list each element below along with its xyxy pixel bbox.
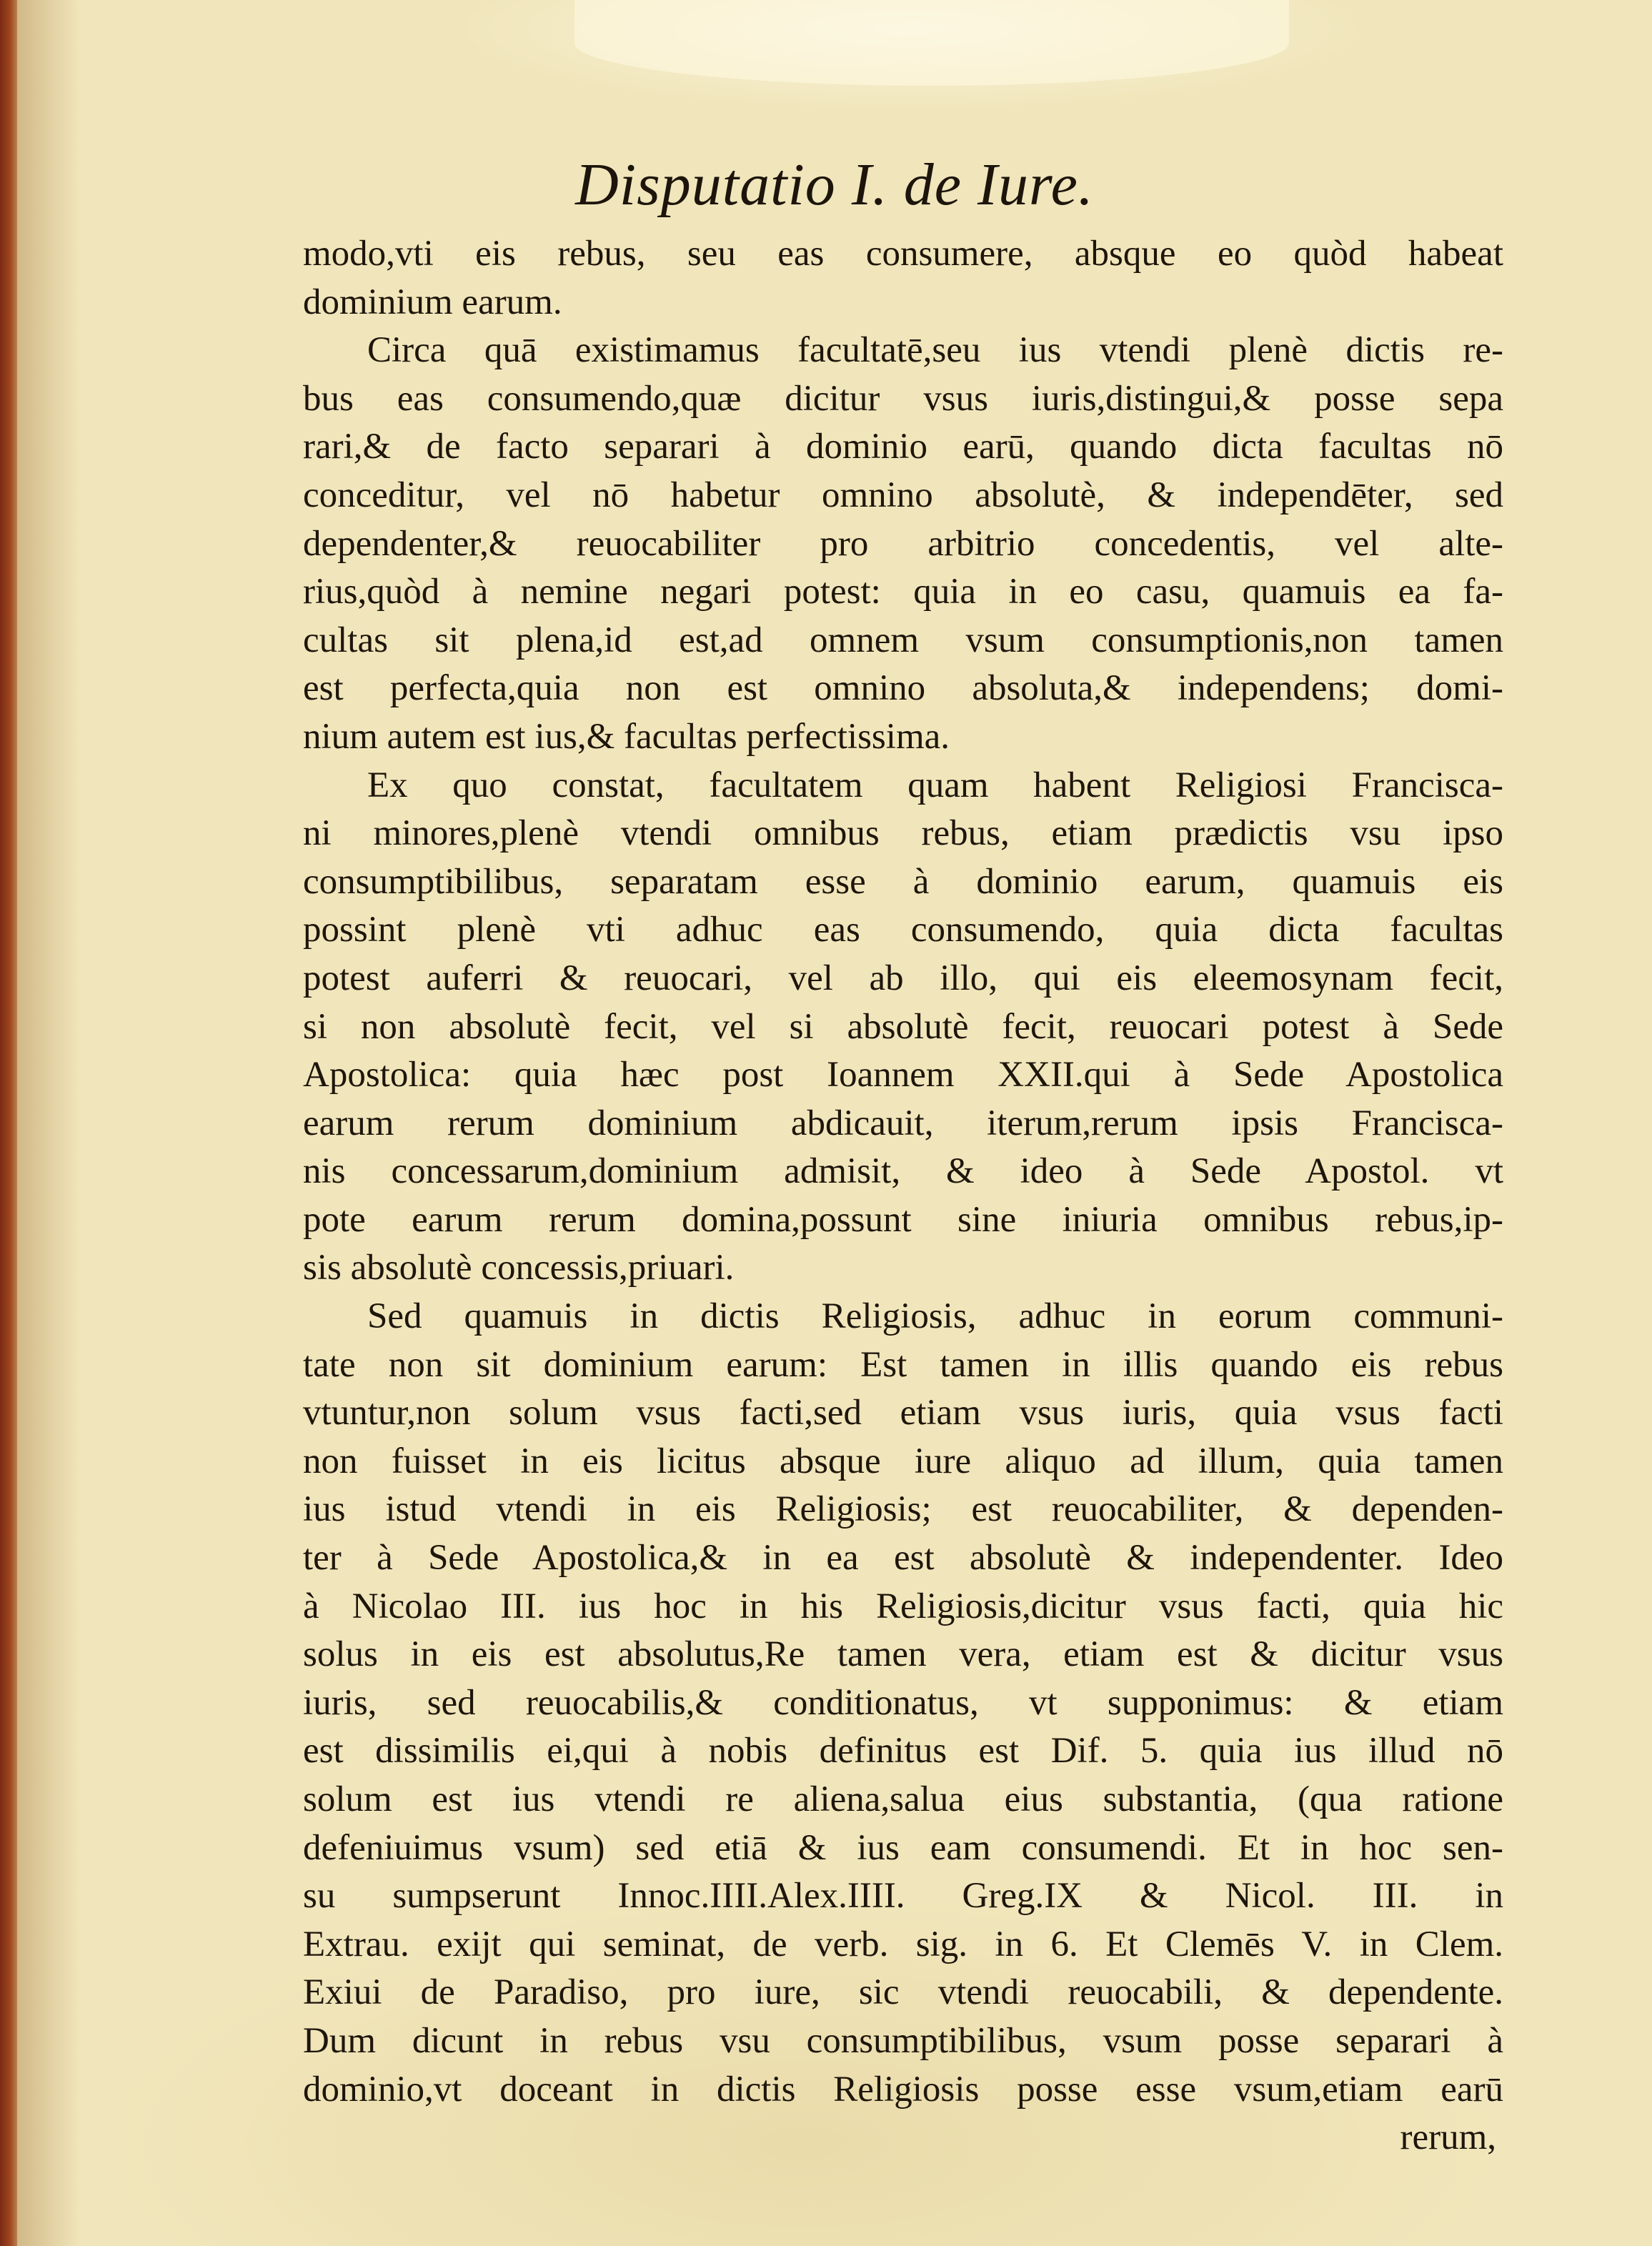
text-line: si non absolutè fecit, vel si absolutè fecit, reuocari potest à Sede [303,1006,1503,1047]
text-line: pote earum rerum domina,possunt sine iniuria omnibus rebus,ip- [303,1199,1503,1240]
text-line: tate non sit dominium earum: Est tamen in illis quando eis rebus [303,1344,1503,1385]
text-line: est dissimilis ei,qui à nobis definitus est Dif. 5. quia ius illud nō [303,1731,1503,1772]
text-line: rari,& de facto separari à dominio earū, quando dicta facultas nō [303,427,1503,467]
text-line: nis concessarum,dominium admisit, & ideo à Sede Apostol. vt [303,1151,1503,1192]
text-line: potest auferri & reuocari, vel ab illo, qui eis eleemosynam fecit, [303,958,1503,998]
text-line: dominium earum. [303,282,562,322]
text-line: defeniuimus vsum) sed etiā & ius eam consumendi. Et in hoc sen- [303,1827,1503,1868]
book-page [17,0,1652,2246]
text-line: conceditur, vel nō habetur omnino absolutè, & independēter, sed [303,474,1503,515]
text-line: Apostolica: quia hæc post Ioannem XXII.qui à Sede Apostolica [303,1055,1503,1095]
text-line: Ex quo constat, facultatem quam habent Religiosi Francisca- [367,765,1503,805]
text-line: solus in eis est absolutus,Re tamen vera, etiam est & dicitur vsus [303,1634,1503,1675]
text-line: bus eas consumendo,quæ dicitur vsus iuris,distingui,& posse sepa [303,378,1503,419]
text-line: rius,quòd à nemine negari potest: quia in eo casu, quamuis ea fa- [303,572,1503,612]
text-line: ius istud vtendi in eis Religiosis; est reuocabiliter, & dependen- [303,1489,1503,1530]
text-line: sis absolutè concessis,priuari. [303,1248,735,1288]
text-line: modo,vti eis rebus, seu eas consumere, absque eo quòd habeat [303,234,1503,274]
running-head: Disputatio I. de Iure. [575,151,1094,218]
text-line: consumptibilibus, separatam esse à dominio earum, quamuis eis [303,861,1503,902]
text-line: est perfecta,quia non est omnino absoluta,& independens; domi- [303,668,1503,709]
text-line: cultas sit plena,id est,ad omnem vsum consumptionis,non tamen [303,620,1503,660]
text-line: Sed quamuis in dictis Religiosis, adhuc in eorum communi- [367,1296,1503,1337]
text-line: Extrau. exijt qui seminat, de verb. sig. in 6. Et Clemēs V. in Clem. [303,1924,1503,1964]
catchword: rerum, [1400,2117,1496,2158]
text-line: earum rerum dominium abdicauit, iterum,rerum ipsis Francisca- [303,1103,1503,1143]
text-line: solum est ius vtendi re aliena,salua eius substantia, (qua ratione [303,1779,1503,1819]
text-line: su sumpserunt Innoc.IIII.Alex.IIII. Greg.IX & Nicol. III. in [303,1876,1503,1917]
text-line: Circa quā existimamus facultatē,seu ius vtendi plenè dictis re- [367,330,1503,371]
text-line: vtuntur,non solum vsus facti,sed etiam vsus iuris, quia vsus facti [303,1393,1503,1433]
page-body-text [303,230,1503,2162]
text-line: dependenter,& reuocabiliter pro arbitrio concedentis, vel alte- [303,523,1503,564]
water-stain [574,0,1289,86]
text-line: iuris, sed reuocabilis,& conditionatus, vt supponimus: & etiam [303,1682,1503,1723]
text-line: possint plenè vti adhuc eas consumendo, quia dicta facultas [303,910,1503,950]
text-line: ni minores,plenè vtendi omnibus rebus, etiam prædictis vsu ipso [303,813,1503,854]
text-line: nium autem est ius,& facultas perfectissima. [303,716,950,757]
text-line: Dum dicunt in rebus vsu consumptibilibus, vsum posse separari à [303,2020,1503,2061]
text-line: Exiui de Paradiso, pro iure, sic vtendi reuocabili, & dependente. [303,1972,1503,2013]
text-line: dominio,vt doceant in dictis Religiosis posse esse vsum,etiam earū [303,2069,1503,2110]
text-line: non fuisset in eis licitus absque iure aliquo ad illum, quia tamen [303,1441,1503,1481]
text-line: à Nicolao III. ius hoc in his Religiosis,dicitur vsus facti, quia hic [303,1586,1503,1626]
text-line: ter à Sede Apostolica,& in ea est absolutè & independenter. Ideo [303,1538,1503,1579]
